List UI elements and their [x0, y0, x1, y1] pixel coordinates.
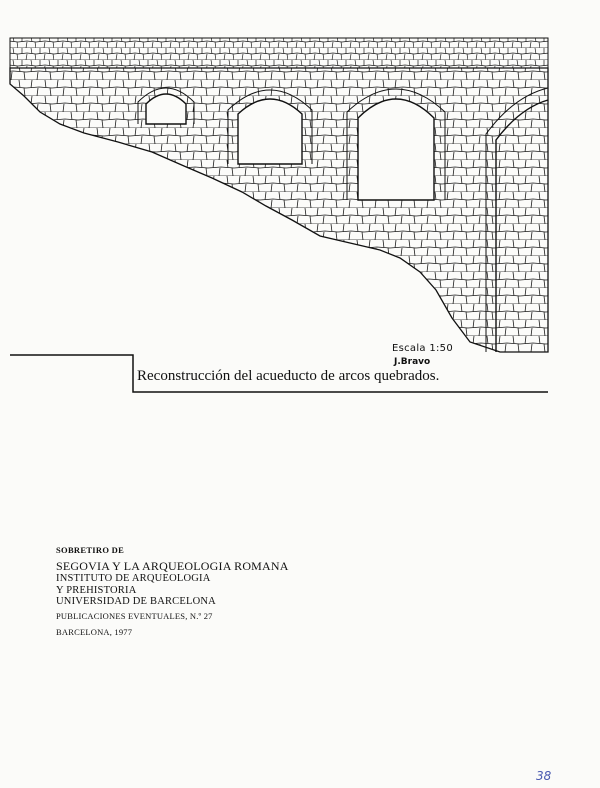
- arch-small: [146, 94, 186, 124]
- offprint-label: SOBRETIRO DE: [56, 545, 125, 555]
- institute-line-2: Y PREHISTORIA: [56, 584, 137, 596]
- institute-line-1: INSTITUTO DE ARQUEOLOGIA: [56, 572, 211, 584]
- arch-large: [358, 99, 434, 200]
- series-line: PUBLICACIONES EVENTUALES, N.º 27: [56, 611, 213, 622]
- figure-caption: Reconstrucción del acueducto de arcos quebrados.: [137, 368, 440, 384]
- publication-title: SEGOVIA Y LA ARQUEOLOGIA ROMANA: [56, 558, 289, 573]
- handwritten-page-number: 38: [536, 769, 552, 783]
- arch-medium: [238, 99, 302, 164]
- coping-band: [10, 38, 548, 68]
- author-label: J.Bravo: [394, 357, 431, 367]
- university-line: UNIVERSIDAD DE BARCELONA: [56, 596, 216, 608]
- scale-label: Escala 1:50: [392, 343, 453, 354]
- publication-block: [56, 546, 289, 637]
- place-date-line: BARCELONA, 1977: [56, 626, 133, 637]
